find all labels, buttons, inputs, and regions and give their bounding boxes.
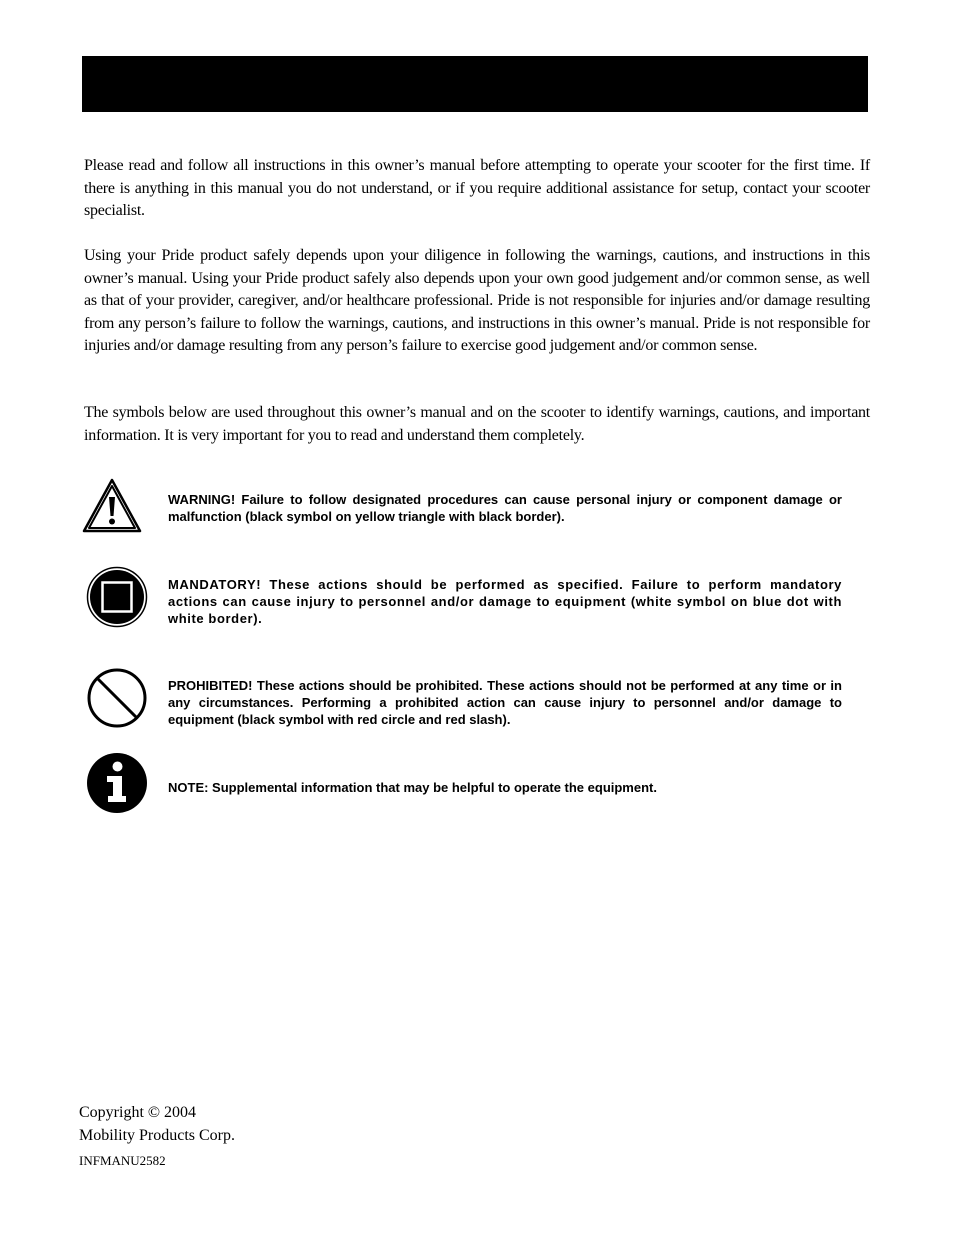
note-text: NOTE: Supplemental information that may be helpful to operate the equipment. bbox=[168, 780, 657, 795]
warning-triangle-icon bbox=[82, 478, 142, 539]
info-icon bbox=[86, 752, 148, 819]
intro-paragraph-2: Using your Pride product safely depends upon your diligence in following the warnings, cautions, and instructions in this owner’s manual. Using your Pride product safely also depends upon your own good judgement and/or common sense, as well as that of your provider, caregiver, and/or healthcare professional. Pride is not responsible for injuries and/or damage resulting from any person’s failure to follow the warnings, cautions, and instructions in this owner’s manual. Pride is not responsible for injuries and/or damage resulting from any person’s failure to exercise good judgement and/or common sense. bbox=[84, 247, 870, 354]
prohibited-circle-icon bbox=[86, 667, 148, 734]
copyright-text: Copyright © 2004 bbox=[79, 1104, 197, 1121]
intro-paragraph-3: The symbols below are used throughout this owner’s manual and on the scooter to identify warnings, cautions, and important information. It is very important for you to read and understand them completely. bbox=[84, 404, 870, 444]
document-code: INFMANU2582 bbox=[79, 1153, 166, 1168]
warning-text: WARNING! Failure to follow designated procedures can cause personal injury or component damage or malfunction (black symbol on yellow triangle with black border). bbox=[168, 492, 842, 524]
mandatory-text: MANDATORY! These actions should be performed as specified. Failure to perform mandatory actions can cause injury to personnel and/or damage to equipment (white symbol on blue dot with white border). bbox=[168, 577, 842, 626]
company-name: Mobility Products Corp. bbox=[79, 1127, 236, 1144]
prohibited-text: PROHIBITED! These actions should be prohibited. These actions should not be performed at any time or in any circumstances. Performing a prohibited action can cause injury to personnel and/or damage to equipment (black symbol with red circle and red slash). bbox=[168, 678, 842, 727]
header-bar bbox=[82, 56, 868, 112]
intro-paragraph-1: Please read and follow all instructions in this owner’s manual before attempting to operate your scooter for the first time. If there is anything in this manual you do not understand, or if you require additional assistance for setup, contact your scooter specialist. bbox=[84, 157, 870, 219]
footer bbox=[79, 1101, 235, 1171]
mandatory-square-icon bbox=[86, 566, 148, 633]
